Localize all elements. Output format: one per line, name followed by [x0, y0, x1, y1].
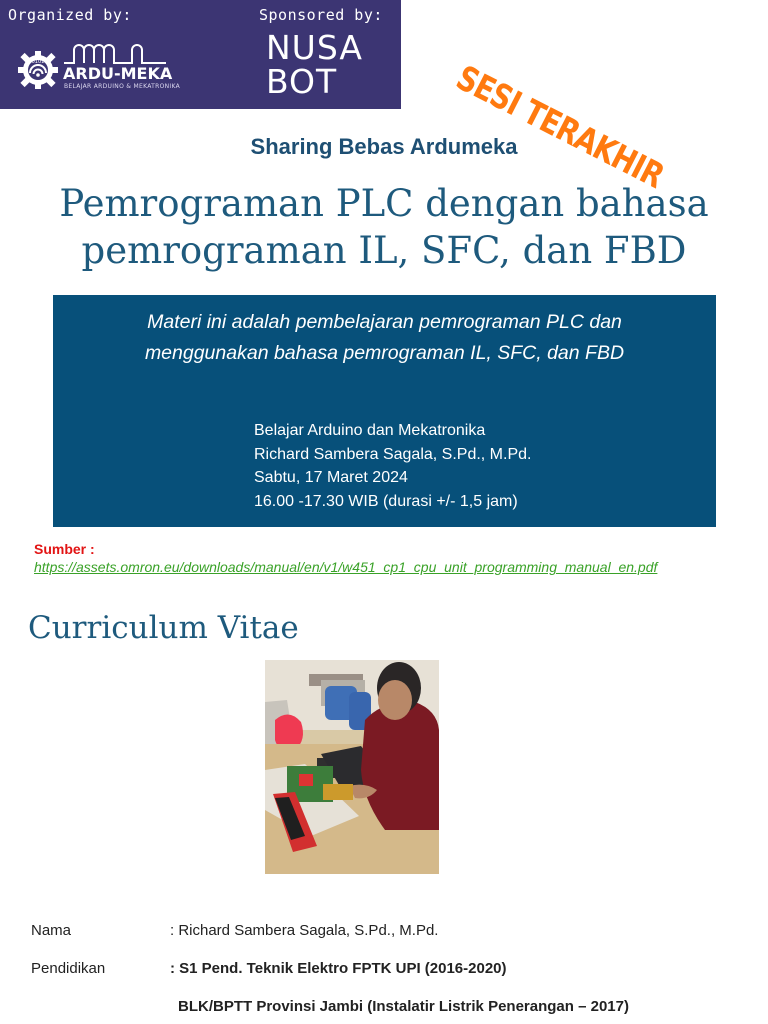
org-name: ARDU-MEKA	[63, 64, 173, 83]
event-subtitle: Sharing Bebas Ardumeka	[250, 134, 518, 159]
event-title	[20, 180, 748, 274]
cv-heading: Curriculum Vitae	[28, 610, 299, 646]
sponsor-logo-line1: NUSA	[266, 28, 363, 67]
gear-logo-icon	[14, 44, 62, 92]
svg-text:0101: 0101	[31, 59, 45, 65]
description-line1: Materi ini adalah pembelajaran pemrograman PLC dan	[147, 311, 622, 333]
circuit-wave-icon	[62, 44, 170, 66]
cv-education-value: : S1 Pend. Teknik Elektro FPTK UPI (2016-2020)	[170, 960, 507, 977]
event-title-line2: pemrograman IL, SFC, dan FBD	[81, 229, 687, 272]
cv-education-label: Pendidikan	[31, 960, 106, 977]
event-speaker: Richard Sambera Sagala, S.Pd., M.Pd.	[254, 445, 532, 463]
event-details	[254, 419, 531, 513]
cv-name-label: Nama	[31, 922, 72, 939]
org-tagline: BELAJAR ARDUINO & MEKATRONIKA	[64, 83, 180, 90]
cv-education-value-2: BLK/BPTT Provinsi Jambi (Instalatir Listrik Penerangan – 2017)	[178, 998, 629, 1015]
last-session-stamp: SESI TERAKHIR	[449, 58, 670, 197]
description-line2: menggunakan bahasa pemrograman IL, SFC, dan FBD	[144, 342, 625, 364]
cv-name-value: : Richard Sambera Sagala, S.Pd., M.Pd.	[170, 922, 439, 939]
organized-by-label: Organized by:	[8, 6, 132, 24]
sponsored-by-label: Sponsored by:	[259, 6, 383, 24]
source-link[interactable]: https://assets.omron.eu/downloads/manual/en/v1/w451_cp1_cpu_unit_programming_manual_en.pdf	[34, 559, 658, 575]
header-banner	[0, 0, 401, 109]
source-label: Sumber :	[34, 541, 95, 557]
event-info-box	[53, 295, 716, 527]
sponsor-logo-line2: BOT	[266, 62, 338, 101]
event-title-line1: Pemrograman PLC dengan bahasa	[59, 182, 709, 225]
speaker-photo	[265, 660, 439, 874]
event-time: 16.00 -17.30 WIB (durasi +/- 1,5 jam)	[254, 492, 518, 510]
event-date: Sabtu, 17 Maret 2024	[254, 469, 408, 486]
event-description	[53, 307, 716, 369]
event-organizer: Belajar Arduino dan Mekatronika	[254, 422, 486, 439]
